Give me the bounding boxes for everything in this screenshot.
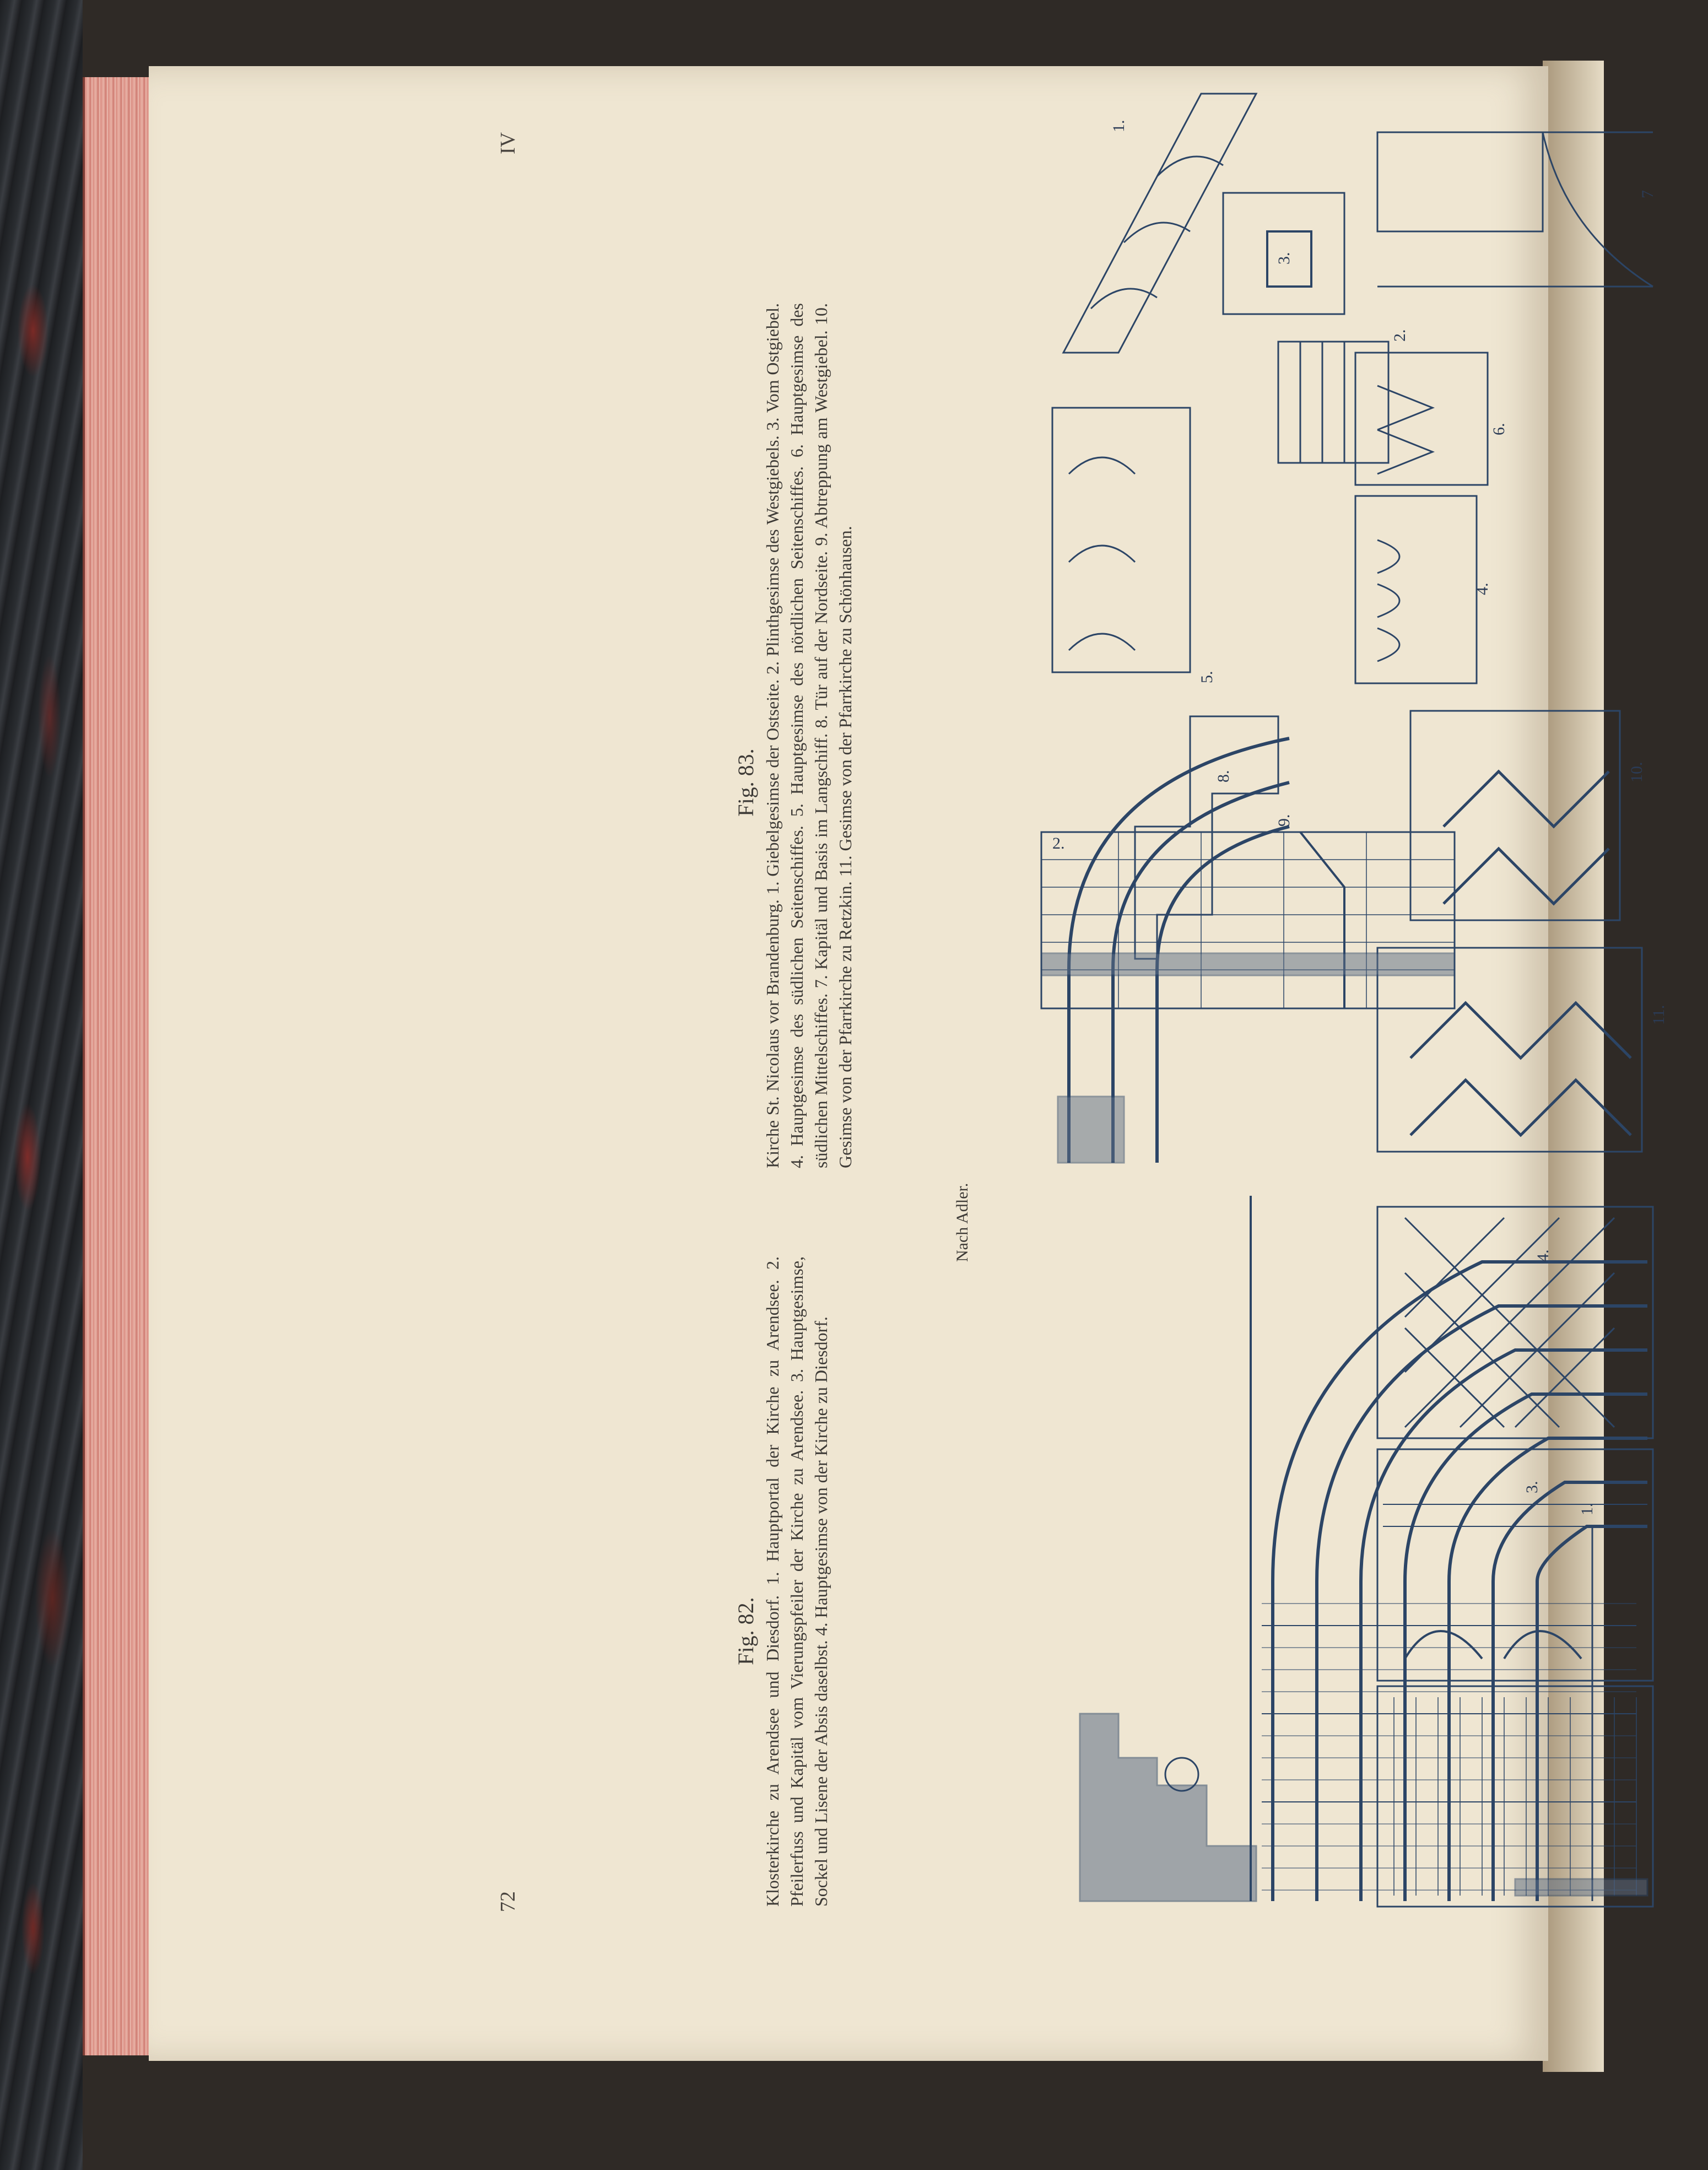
fig83-caption: Kirche St. Nicolaus vor Brandenburg. 1. Giebelgesimse der Ostseite. 2. Plinthgesimse des Westgiebels. 3. Vom Ostgiebel. 4. Hauptgesimse des südlichen Seitenschiffes. 5. Hauptgesimse des nördlichen Seitenschiffes. 6. Hauptgesimse des südlichen Mittelschiffes. 7. Kapitäl und Basis im Langschiff. 8. Tür auf der Nordseite. 9. Abtreppung am Westgiebel. 10. Gesimse von der Pfarrkirche zu Retzkin. 11. Gesimse von der Pfarrkirche zu Schönhausen. <box>763 303 855 1168</box>
fig83-label-5: 5. <box>1198 671 1216 683</box>
fig83-title: Fig. 83. <box>733 748 758 817</box>
page-edges <box>83 77 156 2055</box>
book-page <box>149 66 1668 2061</box>
fig82-label-1: 1. <box>1578 1503 1596 1515</box>
fig82-lower-drawings <box>1196 1196 1708 1912</box>
fig82-drawing-pier <box>1036 827 1460 1014</box>
fig83-label-6: 6. <box>1490 423 1508 435</box>
fig83-label-3: 3. <box>1275 252 1293 264</box>
fig83-label-7: 7 <box>1639 190 1657 198</box>
fig82-label-4: 4. <box>1534 1249 1552 1262</box>
marbled-book-cover <box>0 0 83 2170</box>
plate-number: IV <box>496 132 520 154</box>
fig83-label-1: 1. <box>1110 120 1128 132</box>
fig83-label-11: 11. <box>1650 1005 1668 1025</box>
source-note: Nach Adler. <box>953 1183 971 1262</box>
fig83-label-8: 8. <box>1214 770 1233 782</box>
fig83-label-10: 10. <box>1628 762 1646 782</box>
fig82-label-2: 2. <box>1052 834 1065 852</box>
page-number: 72 <box>496 1891 520 1912</box>
fig82-label-3: 3. <box>1523 1481 1541 1493</box>
fig82-caption: Klosterkirche zu Arendsee und Diesdorf. 1. Hauptportal der Kirche zu Arendsee. 2. Pfeilerfuss und Kapitäl vom Vierungspfeiler der Kirche zu Arendsee. 3. Hauptgesimse, Sockel und Lisene der Absis daselbst. 4. Hauptgesimse von der Kirche zu Diesdorf. <box>763 1256 831 1907</box>
fig83-label-2: 2. <box>1391 329 1409 342</box>
fig82-title: Fig. 82. <box>733 1597 758 1665</box>
fig83-label-4: 4. <box>1473 582 1491 595</box>
fig83-label-9: 9. <box>1275 814 1293 827</box>
